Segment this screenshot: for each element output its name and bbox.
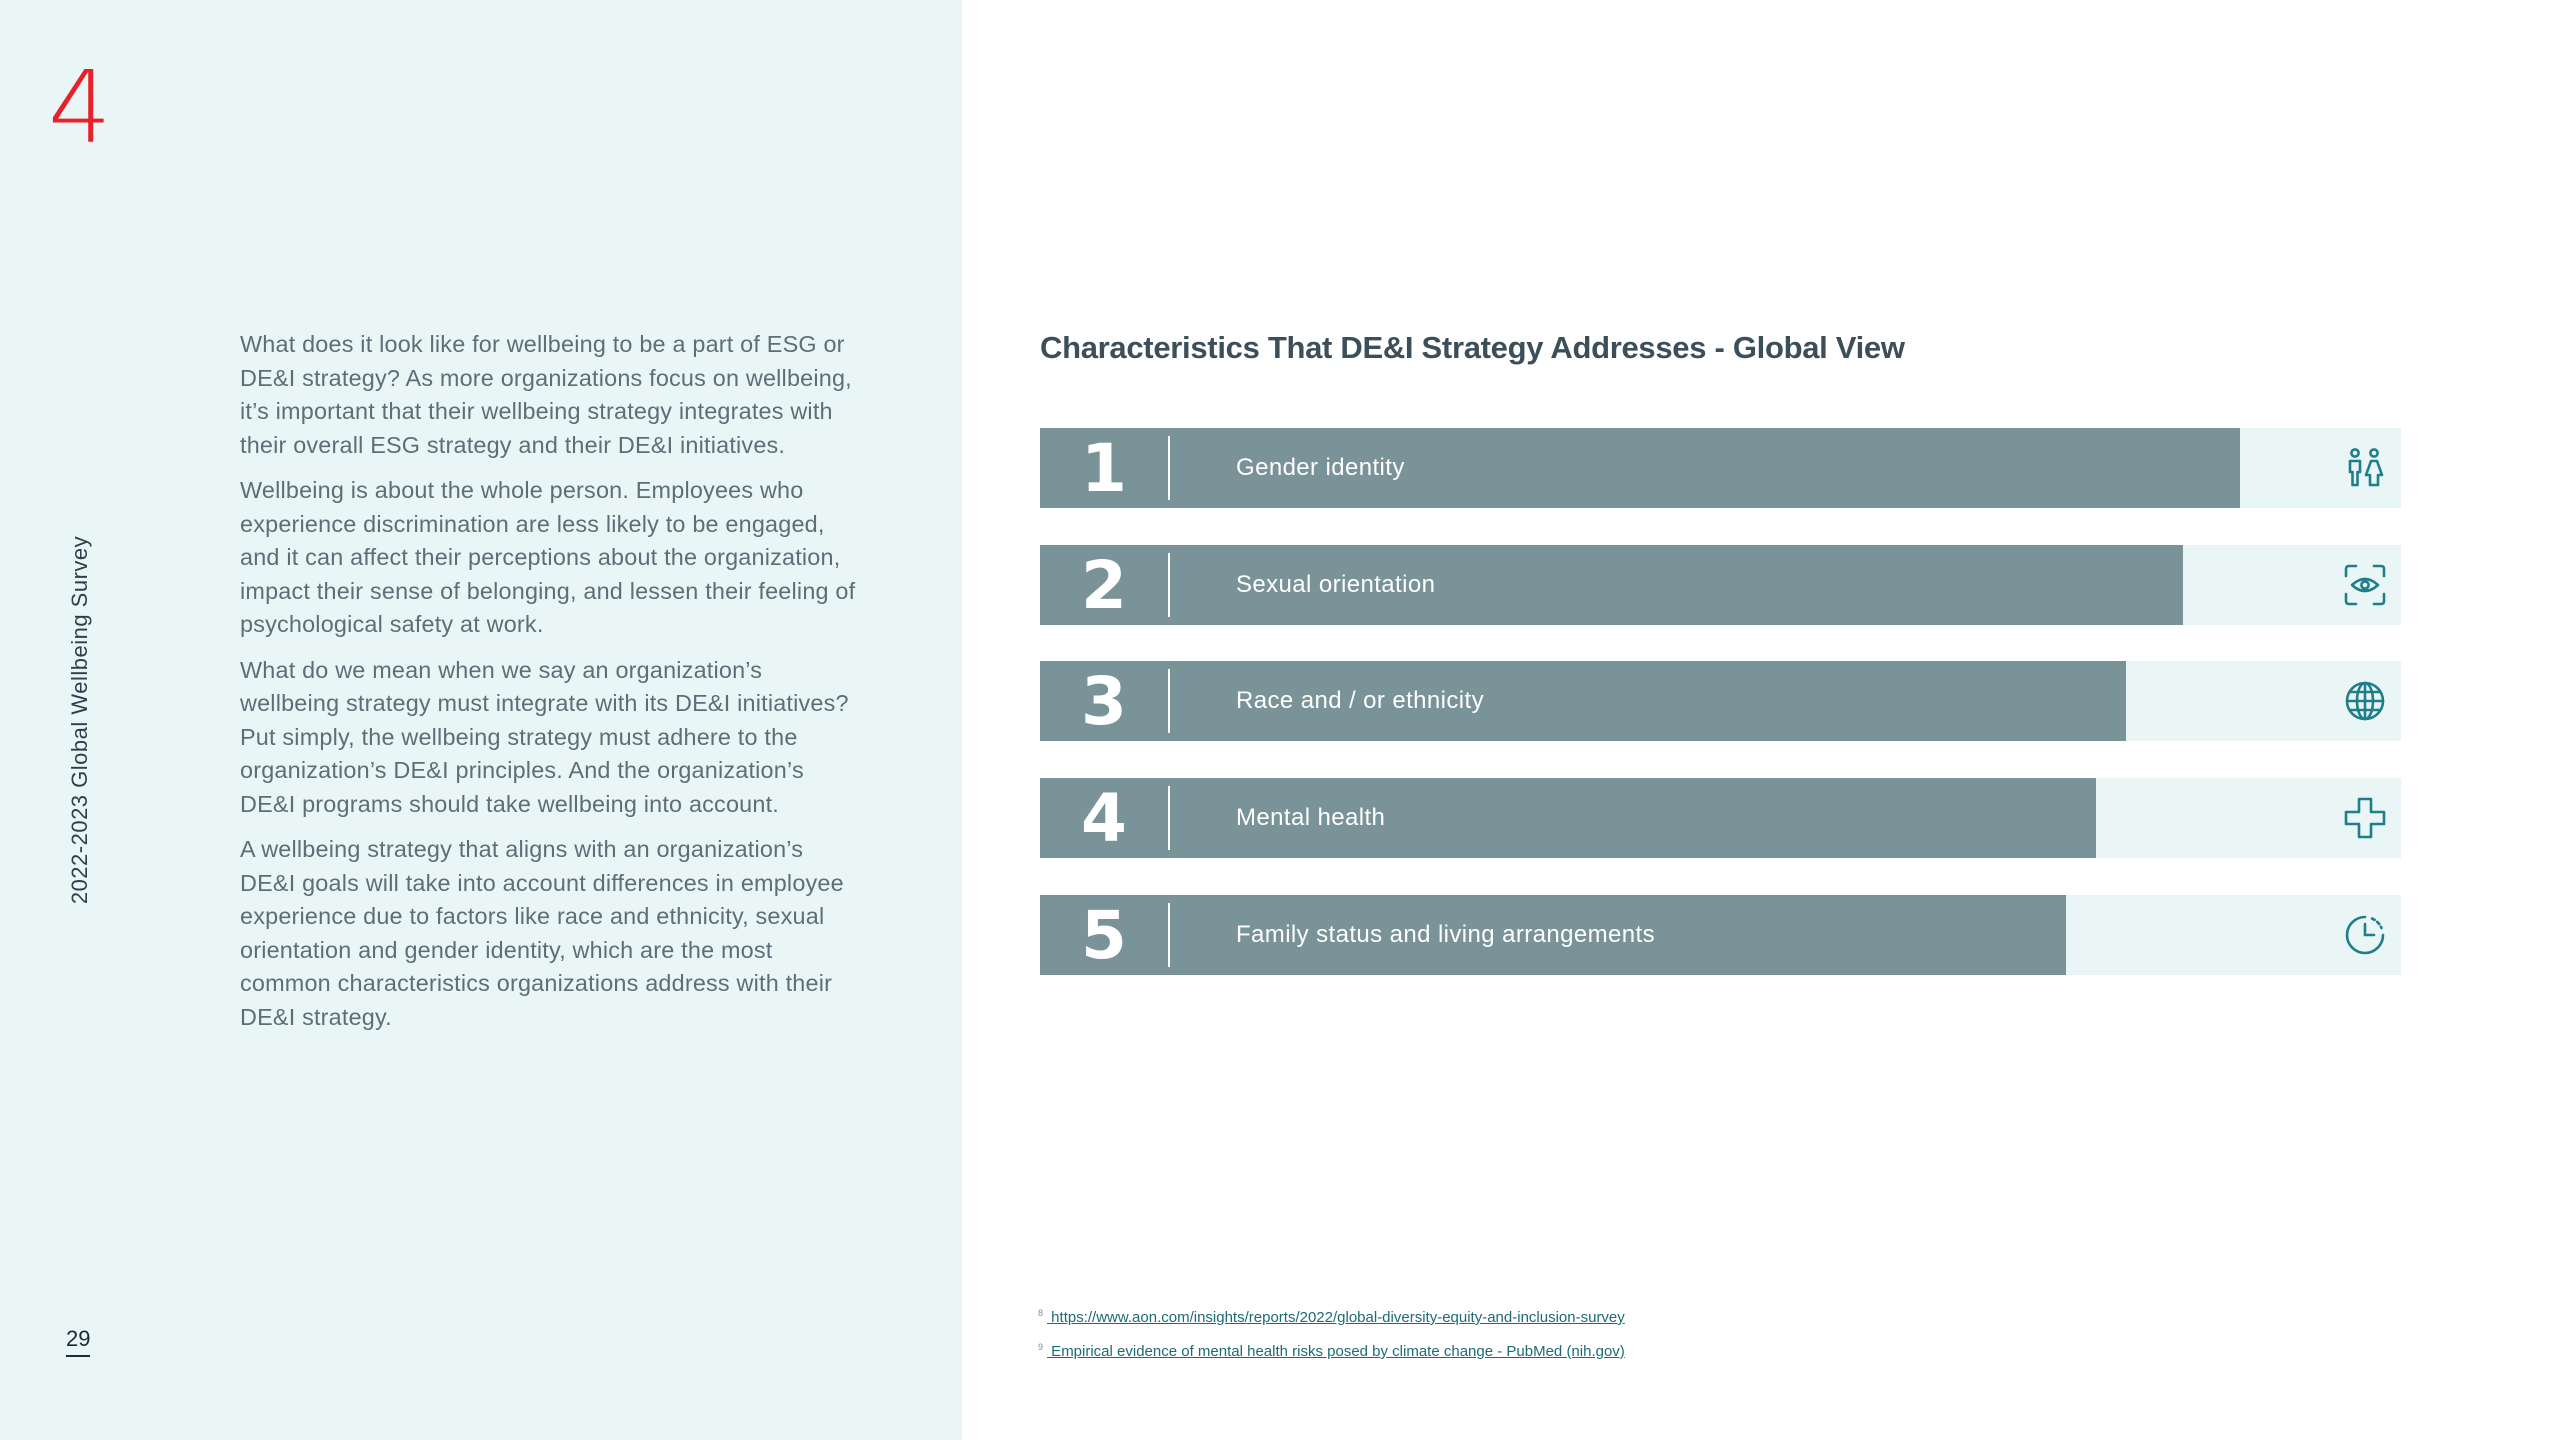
category-label: Race and / or ethnicity	[1236, 687, 1484, 714]
rank-number: 2	[1081, 546, 1127, 624]
divider	[1168, 903, 1170, 967]
footnote-marker: 8	[1038, 1308, 1044, 1318]
rank-number: 3	[1081, 662, 1127, 740]
bar	[1040, 778, 2096, 858]
divider	[1168, 436, 1170, 500]
category-label: Gender identity	[1236, 454, 1405, 481]
paragraph: What does it look like for wellbeing to be a part of ESG or DE&I strategy? As more organizations focus on wellbeing, it’s important that their wellbeing strategy integrates with their overall ESG strategy and their DE&I initiatives.	[240, 331, 852, 458]
gender-icon	[2343, 446, 2387, 490]
paragraph: A wellbeing strategy that aligns with an organization’s DE&I goals will take into account differences in employee experience due to factors like race and ethnicity, sexual orientation and gender identity, which are the most common characteristics organizations address with their DE&I strategy.	[240, 836, 844, 1030]
divider	[1168, 669, 1170, 733]
footnote-link[interactable]: Empirical evidence of mental health risks posed by climate change - PubMed (nih.gov)	[1047, 1343, 1625, 1360]
eye-scan-icon	[2343, 563, 2387, 607]
divider	[1168, 786, 1170, 850]
footnote-link[interactable]: https://www.aon.com/insights/reports/2022/global-diversity-equity-and-inclusion-survey	[1047, 1309, 1625, 1326]
paragraph: What do we mean when we say an organization’s wellbeing strategy must integrate with its DE&I initiatives? Put simply, the wellbeing strategy must adhere to the organization’s DE&I principles. And the organization’s DE&I programs should take wellbeing into account.	[240, 656, 849, 817]
document-title: 2022-2023 Global Wellbeing Survey	[67, 535, 92, 905]
rank-number: 1	[1081, 429, 1127, 507]
page-number[interactable]: 29	[66, 1326, 90, 1357]
globe-icon	[2343, 679, 2387, 723]
body-text	[240, 328, 860, 1046]
paragraph: Wellbeing is about the whole person. Employees who experience discrimination are less likely to be engaged, and it can affect their perceptions about the organization, impact their sense of belonging, and lessen their feeling of psychological safety at work.	[240, 477, 856, 637]
bar	[1040, 545, 2183, 625]
left-panel	[0, 0, 962, 1440]
chart-title: Characteristics That DE&I Strategy Addresses - Global View	[1040, 330, 1905, 365]
footnote[interactable]	[1038, 1308, 1625, 1326]
bar-row	[1040, 428, 2401, 508]
category-label: Mental health	[1236, 804, 1386, 831]
bar	[1040, 661, 2126, 741]
footnote-marker: 9	[1038, 1342, 1044, 1352]
footnote[interactable]	[1038, 1342, 1625, 1360]
bar-row	[1040, 778, 2401, 858]
rank-number: 5	[1081, 896, 1127, 974]
category-label: Sexual orientation	[1236, 571, 1436, 598]
bar-row	[1040, 545, 2401, 625]
section-number: 4	[48, 49, 112, 166]
bar-row	[1040, 661, 2401, 741]
clock-icon	[2343, 913, 2387, 957]
bar-row	[1040, 895, 2401, 975]
rank-number: 4	[1081, 779, 1127, 857]
medical-cross-icon	[2343, 796, 2387, 840]
bar	[1040, 428, 2240, 508]
divider	[1168, 553, 1170, 617]
category-label: Family status and living arrangements	[1236, 921, 1655, 948]
